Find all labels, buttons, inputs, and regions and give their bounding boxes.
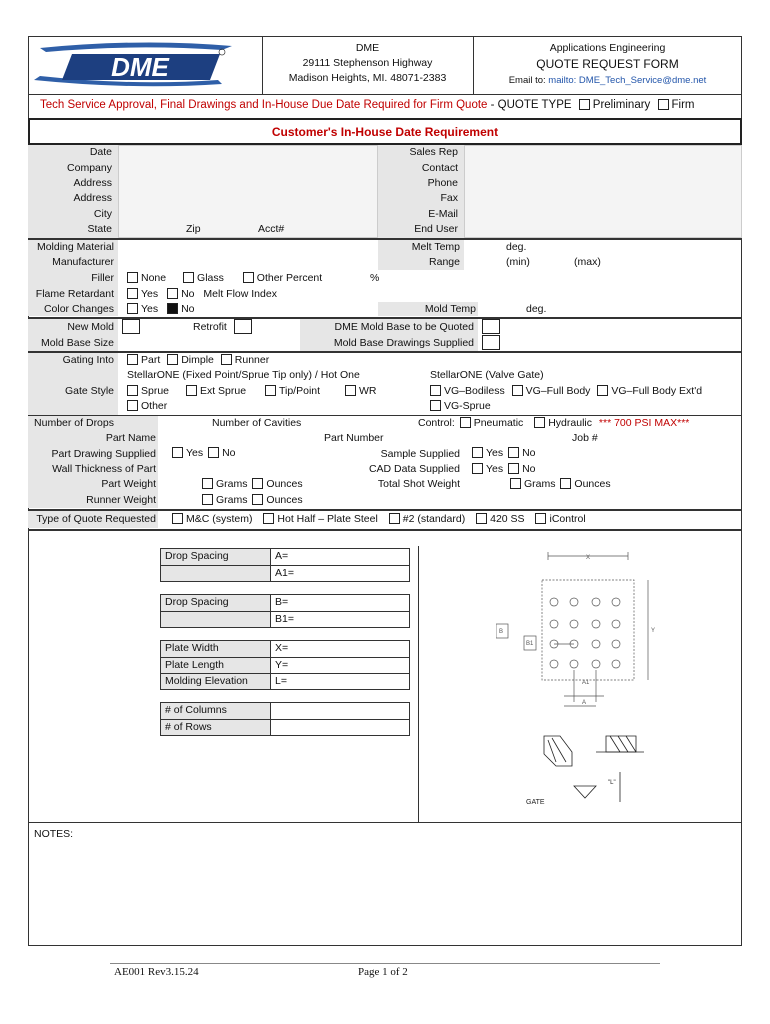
gating-part-label: Part [141,354,161,366]
y-field[interactable]: Y= [275,659,289,671]
ext-sprue-checkbox[interactable] [186,385,197,396]
molding-elevation-label: Molding Elevation [161,674,271,689]
percent-sign: % [370,272,380,284]
range-min-label: (min) [506,256,530,268]
x-dim-label: X [586,555,591,561]
stellar-valve-label: StellarONE (Valve Gate) [430,369,544,381]
dept-name: Applications Engineering [549,42,666,54]
total-shot-ounces-label: Ounces [574,478,611,490]
gate-style-options [127,385,376,397]
gate-other-checkbox[interactable] [127,400,138,411]
part-number-label: Part Number [324,432,384,444]
gating-part-checkbox[interactable] [127,354,138,365]
company-street: 29111 Stephenson Highway [302,57,433,69]
flame-retardant-label: Flame Retardant [35,288,114,300]
part-weight-grams-label: Grams [216,478,248,490]
date-label: Date [89,146,112,158]
mold-base-drawings-label: Mold Base Drawings Supplied [333,337,474,349]
hot-half-checkbox[interactable] [263,513,274,524]
firm-label: Firm [671,99,695,111]
sample-yes-checkbox[interactable] [472,447,483,458]
mc-label: M&C (system) [186,513,253,525]
fax-label: Fax [440,192,458,204]
notice-text: Tech Service Approval, Final Drawings and In-House Due Date Required for Firm Quote [40,99,488,111]
molding-material-label: Molding Material [36,241,114,253]
gate-other-label: Other [141,400,168,412]
b1-dim-label: B1 [526,641,534,647]
company-label: Company [67,162,112,174]
a-field[interactable]: A= [275,550,289,562]
range-max-label: (max) [574,256,601,268]
wr-checkbox[interactable] [345,385,356,396]
blank-cell [161,566,271,581]
acct-label: Acct# [258,223,285,235]
notes-area[interactable] [30,842,740,942]
runner-weight-ounces-label: Ounces [266,494,303,506]
part-weight-grams-checkbox[interactable] [202,478,213,489]
part-drawing-options [172,447,236,459]
retrofit-label: Retrofit [193,321,227,333]
email-line [473,75,742,86]
phone-label: Phone [427,177,458,189]
part-drawing-yes-label: Yes [186,447,204,459]
company-name: DME [355,42,380,54]
divider [28,351,742,353]
psi-max-note: *** 700 PSI MAX*** [598,417,690,429]
gating-options [127,354,269,366]
plate-diagram [496,540,672,825]
address2-label: Address [73,192,112,204]
gate-other-option [127,400,167,412]
divider [28,94,742,95]
grid-table [160,702,410,736]
quote-type-options [172,513,586,525]
pneumatic-label: Pneumatic [473,417,524,429]
hydraulic-label: Hydraulic [548,417,592,429]
runner-weight-grams-label: Grams [216,494,248,506]
vg-sprue-label: VG-Sprue [444,400,491,412]
contact-label: Contact [421,162,458,174]
total-shot-grams-label: Grams [524,478,556,490]
total-shot-ounces-checkbox[interactable] [560,478,571,489]
mc-checkbox[interactable] [172,513,183,524]
runner-weight-ounces-checkbox[interactable] [252,494,263,505]
ext-sprue-label: Ext Sprue [199,385,247,397]
sprue-label: Sprue [141,385,170,397]
color-yes-checkbox[interactable] [127,303,138,314]
plate-width-label: Plate Width [161,641,271,657]
color-yes-label: Yes [141,303,159,315]
plate-table [160,640,410,690]
runner-weight-units [202,494,303,506]
manufacturer-label: Manufacturer [52,256,114,268]
wall-thickness-label: Wall Thickness of Part [52,463,156,475]
icontrol-label: iControl [549,513,586,525]
vg-sprue-checkbox[interactable] [430,400,441,411]
svg-text:DME: DME [111,52,169,82]
l-dim-label: "L" [608,780,616,786]
part-drawing-label: Part Drawing Supplied [51,448,156,460]
a1-field[interactable]: A1= [275,567,294,579]
total-shot-units [510,478,611,490]
form-title: QUOTE REQUEST FORM [536,57,679,71]
tip-point-label: Tip/Point [278,385,321,397]
email-link[interactable]: mailto: DME_Tech_Service@dme.net [548,75,707,86]
melt-temp-label: Melt Temp [411,241,460,253]
cad-yes-label: Yes [486,463,504,475]
number-of-drops-label: Number of Drops [34,417,114,429]
drop-spacing-b-table [160,594,410,628]
vg-full-label: VG–Full Body [525,385,591,397]
cad-yes-checkbox[interactable] [472,463,483,474]
state-label: State [87,223,112,235]
gating-dimple-label: Dimple [181,354,214,366]
part-weight-units [202,478,303,490]
end-user-label: End User [414,223,458,235]
hot-half-label: Hot Half – Plate Steel [277,513,378,525]
mold-deg-label: deg. [526,303,547,315]
icontrol-checkbox[interactable] [535,513,546,524]
flame-no-label: No [181,288,195,300]
hydraulic-checkbox[interactable] [534,417,545,428]
filler-none-label: None [141,272,167,284]
part-weight-label: Part Weight [101,478,156,490]
a1-dim-label: A1 [582,680,590,686]
drop-spacing-a-label: Drop Spacing [161,549,271,565]
vg-sprue-option [430,400,491,412]
dme-mold-base-label: DME Mold Base to be Quoted [334,321,474,333]
rows-label: # of Rows [161,720,271,735]
vg-full-ext-label: VG–Full Body Ext'd [611,385,703,397]
number-of-cavities-label: Number of Cavities [212,417,302,429]
columns-field[interactable] [271,703,409,719]
drop-spacing-b-label: Drop Spacing [161,595,271,611]
range-label: Range [429,256,460,268]
color-no-label: No [181,303,195,315]
dme-mold-base-checkbox[interactable] [482,319,500,334]
sample-supplied-label: Sample Supplied [380,448,460,460]
new-mold-checkbox[interactable] [122,319,140,334]
filler-glass-label: Glass [197,272,224,284]
quote-type-label: - QUOTE TYPE [487,99,572,111]
no2-checkbox[interactable] [389,513,400,524]
address1-label: Address [73,177,112,189]
gating-runner-label: Runner [234,354,270,366]
cad-options [472,463,536,475]
part-name-label: Part Name [105,432,156,444]
a-dim-label: A [582,700,587,706]
gating-into-label: Gating Into [62,354,114,366]
new-mold-label: New Mold [67,321,114,333]
b-dim-label: B [499,629,504,635]
sales-rep-label: Sales Rep [409,146,458,158]
part-drawing-no-label: No [222,447,236,459]
total-shot-label: Total Shot Weight [377,478,460,490]
sample-no-checkbox[interactable] [508,447,519,458]
notice-line [40,99,695,111]
filler-other-checkbox[interactable] [243,272,254,283]
filler-glass-checkbox[interactable] [183,272,194,283]
company-city: Madison Heights, MI. 48071-2383 [288,72,447,84]
y-dim-label: Y [651,628,656,634]
contact-fields[interactable] [464,145,742,238]
cad-no-checkbox[interactable] [508,463,519,474]
cad-no-label: No [522,463,536,475]
vg-full-checkbox[interactable] [512,385,523,396]
pneumatic-checkbox[interactable] [460,417,471,428]
flame-yes-label: Yes [141,288,159,300]
blank-cell [161,612,271,627]
quote-type-label: Type of Quote Requested [36,513,156,525]
sample-yes-label: Yes [486,447,504,459]
job-label: Job # [572,432,598,444]
revision-label: AE001 Rev3.15.24 [114,966,199,978]
filler-label: Filler [91,272,114,284]
part-weight-ounces-checkbox[interactable] [252,478,263,489]
preliminary-checkbox[interactable] [579,99,590,110]
runner-weight-grams-checkbox[interactable] [202,494,213,505]
melt-flow-label: Melt Flow Index [203,288,277,300]
divider [418,546,419,822]
l-field[interactable]: L= [275,675,287,687]
part-drawing-yes-checkbox[interactable] [172,447,183,458]
gate-style-label: Gate Style [64,385,114,397]
vg-bodiless-label: VG–Bodiless [444,385,505,397]
notes-label: NOTES: [34,828,74,840]
b-field[interactable]: B= [275,596,289,608]
color-no-checkbox[interactable] [167,303,178,314]
divider [28,529,742,531]
cad-supplied-label: CAD Data Supplied [368,463,460,475]
stellar-hot-label: StellarONE (Fixed Point/Sprue Tip only) / Hot One [127,369,360,381]
gating-dimple-checkbox[interactable] [167,354,178,365]
flame-yes-checkbox[interactable] [127,288,138,299]
runner-weight-label: Runner Weight [86,494,156,506]
control-label: Control: [418,417,455,429]
sample-no-label: No [522,447,536,459]
melt-deg-label: deg. [506,241,527,253]
sprue-checkbox[interactable] [127,385,138,396]
customer-fields[interactable] [118,145,378,238]
vg-bodiless-checkbox[interactable] [430,385,441,396]
retrofit-checkbox[interactable] [234,319,252,334]
page-number: Page 1 of 2 [358,966,408,978]
part-weight-ounces-label: Ounces [266,478,303,490]
gating-runner-checkbox[interactable] [221,354,232,365]
flame-options [127,288,277,300]
b1-field[interactable]: B1= [275,613,294,625]
footer-rule [110,963,660,964]
firm-checkbox[interactable] [658,99,669,110]
filler-other-label: Other Percent [256,272,323,284]
mold-base-drawings-checkbox[interactable] [482,335,500,350]
inhouse-title: Customer's In-House Date Requirement [271,125,499,139]
mold-temp-label: Mold Temp [424,303,476,315]
vg-full-ext-checkbox[interactable] [597,385,608,396]
valve-options [430,385,702,397]
color-changes-label: Color Changes [43,303,114,315]
sample-options [472,447,536,459]
dme-logo [32,40,252,90]
rows-field[interactable] [271,720,409,735]
city-label: City [93,208,112,220]
mold-base-size-label: Mold Base Size [41,337,114,349]
total-shot-grams-checkbox[interactable] [510,478,521,489]
filler-none-checkbox[interactable] [127,272,138,283]
flame-no-checkbox[interactable] [167,288,178,299]
control-options [418,417,689,429]
x-field[interactable]: X= [275,642,289,654]
ss420-label: 420 SS [490,513,525,525]
email-prefix: Email to: [508,75,549,86]
plate-length-label: Plate Length [161,658,271,673]
ss420-checkbox[interactable] [476,513,487,524]
color-options [127,303,195,315]
part-drawing-no-checkbox[interactable] [208,447,219,458]
filler-options [127,272,322,284]
gate-label: GATE [526,799,545,806]
no2-label: #2 (standard) [402,513,466,525]
email-label: E-Mail [428,208,458,220]
drop-spacing-a-table [160,548,410,582]
columns-label: # of Columns [161,703,271,719]
tip-point-checkbox[interactable] [265,385,276,396]
divider [28,822,742,823]
zip-label: Zip [186,223,201,235]
wr-label: WR [358,385,377,397]
preliminary-label: Preliminary [592,99,651,111]
